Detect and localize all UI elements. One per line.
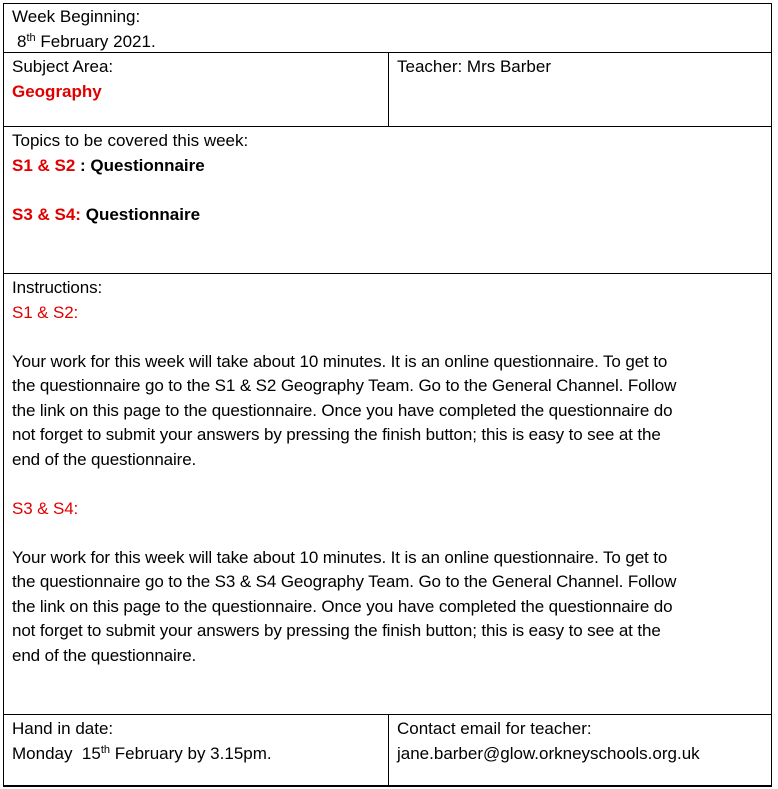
instructions-spacer <box>12 472 763 497</box>
subject-label: Subject Area: <box>12 57 114 76</box>
topic-name: Questionnaire <box>90 155 205 175</box>
handin-day: Monday 15 <box>12 743 101 763</box>
bottom-rule <box>3 786 772 787</box>
week-date <box>12 30 763 55</box>
week-row <box>4 4 771 53</box>
handin-suffix: th <box>100 743 111 756</box>
handin-contact-row <box>4 715 771 785</box>
instruction-line: end of the questionnaire. <box>12 645 197 665</box>
topics-spacer <box>12 178 763 203</box>
contact-email: jane.barber@glow.orkneyschools.org.uk <box>397 743 700 763</box>
instruction-line: not forget to submit your answers by pressing the finish button; this is easy to see at the <box>12 425 661 444</box>
week-date-day: 8 <box>17 31 27 51</box>
topic-group: S3 & S4: <box>12 204 81 224</box>
week-label: Week Beginning: <box>12 7 141 26</box>
subject-value: Geography <box>12 81 102 101</box>
instructions-heading: S3 & S4: <box>12 498 79 518</box>
instructions-cell <box>4 274 771 714</box>
instructions-spacer <box>12 521 763 546</box>
instructions-label: Instructions: <box>12 278 103 297</box>
instruction-line: the link on this page to the questionnaire. Once you have completed the questionnaire do <box>12 400 673 420</box>
subject-cell <box>4 53 388 126</box>
teacher-label: Teacher: Mrs Barber <box>397 57 551 76</box>
topic-item <box>12 203 763 228</box>
week-date-suffix: th <box>26 31 36 44</box>
topic-name: Questionnaire <box>85 204 201 224</box>
instruction-line: the questionnaire go to the S3 & S4 Geography Team. Go to the General Channel. Follow <box>12 572 677 591</box>
instructions-row <box>4 274 771 715</box>
topics-row <box>4 127 771 274</box>
instruction-line: not forget to submit your answers by pressing the finish button; this is easy to see at the <box>12 621 661 640</box>
topics-cell <box>4 127 771 273</box>
instructions-heading: S1 & S2: <box>12 302 79 322</box>
instruction-line: Your work for this week will take about 10 minutes. It is an online questionnaire. To get to <box>12 351 668 371</box>
topics-label: Topics to be covered this week: <box>12 131 249 150</box>
teacher-cell <box>388 53 771 126</box>
week-cell <box>4 4 771 52</box>
handin-date <box>12 742 380 767</box>
topic-sep: : <box>75 155 91 175</box>
subject-teacher-row <box>4 53 771 127</box>
instructions-spacer <box>12 325 763 350</box>
handin-label: Hand in date: <box>12 719 114 738</box>
instruction-line: the questionnaire go to the S1 & S2 Geography Team. Go to the General Channel. Follow <box>12 376 677 395</box>
instruction-line: the link on this page to the questionnaire. Once you have completed the questionnaire do <box>12 596 673 616</box>
instruction-line: Your work for this week will take about 10 minutes. It is an online questionnaire. To get to <box>12 547 668 567</box>
instruction-line: end of the questionnaire. <box>12 449 197 469</box>
homework-sheet-table <box>3 3 772 786</box>
topic-item <box>12 154 763 179</box>
contact-cell <box>388 715 771 785</box>
week-date-rest: February 2021. <box>35 31 156 51</box>
contact-label: Contact email for teacher: <box>397 719 592 738</box>
handin-cell <box>4 715 388 785</box>
topic-group: S1 & S2 <box>12 155 76 175</box>
handin-rest: February by 3.15pm. <box>110 743 272 763</box>
